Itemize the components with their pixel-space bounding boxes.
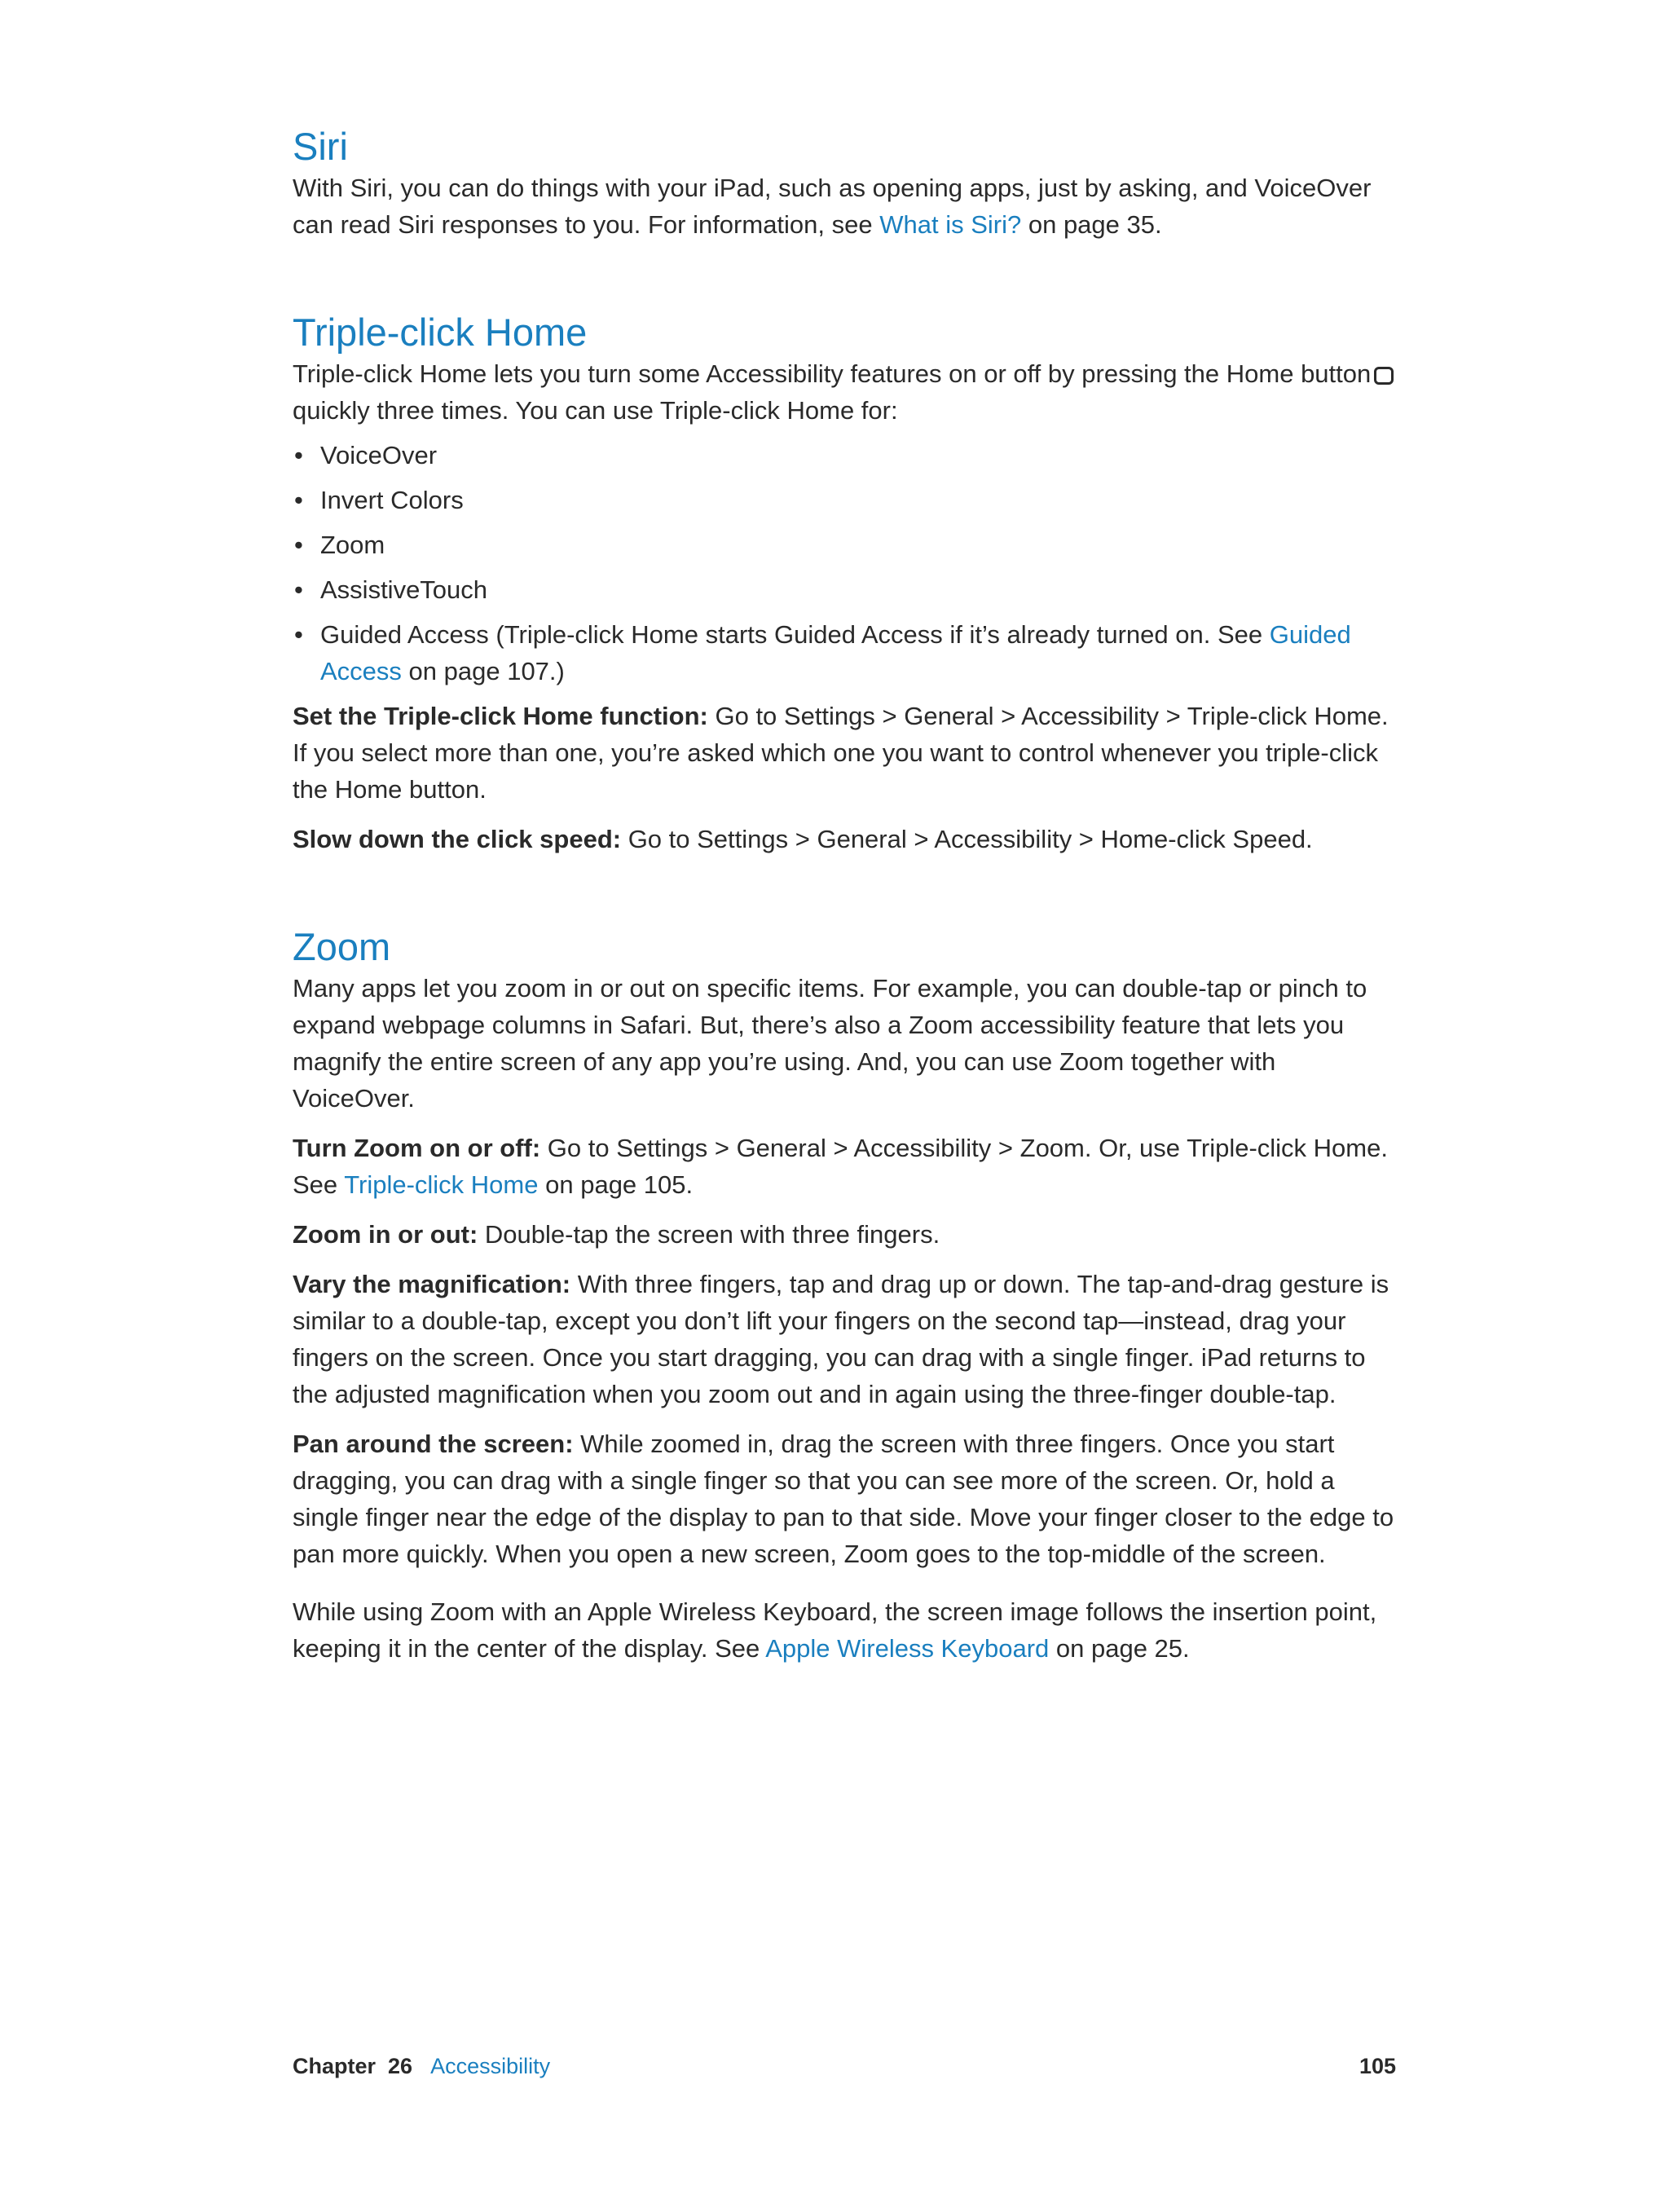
chapter-title-link[interactable]: Accessibility — [430, 2054, 551, 2078]
keyboard-paragraph — [293, 1593, 1401, 1667]
heading-zoom: Zoom — [293, 925, 391, 968]
turn-zoom-text: Go to Settings > General > Accessibility > Zoom. Or, use Triple-click Home. See — [293, 1134, 1388, 1199]
heading-triple-click-home: Triple-click Home — [293, 311, 588, 354]
list-item — [293, 571, 1401, 608]
list-item — [293, 482, 1401, 518]
section-siri — [293, 124, 1401, 243]
slow-down-lead: Slow down the click speed: — [293, 825, 622, 853]
zoom-inout-text: Double-tap the screen with three fingers. — [478, 1220, 940, 1249]
triple-click-intro-text-after: quickly three times. You can use Triple-click Home for: — [293, 396, 898, 425]
slow-down-paragraph — [293, 821, 1401, 857]
slow-down-text: Go to Settings > General > Accessibility > Home-click Speed. — [621, 825, 1313, 853]
keyboard-text: While using Zoom with an Apple Wireless Keyboard, the screen image follows the insertion point, keeping it in the center of the display. See — [293, 1597, 1377, 1663]
list-item-text: AssistiveTouch — [320, 575, 488, 604]
list-item — [293, 616, 1401, 690]
siri-text-after: on page 35. — [1021, 210, 1162, 239]
set-triple-click-paragraph — [293, 698, 1401, 808]
list-item-text: VoiceOver — [320, 441, 438, 469]
section-zoom — [293, 924, 1401, 1667]
home-button-icon — [1374, 367, 1394, 385]
vary-magnification-text: With three fingers, tap and drag up or down. The tap-and-drag gesture is similar to a double-tap, except you don’t lift your fingers on the second tap—instead, drag your fingers on the screen. Once you start dragging, you can drag with a single finger. iPad returns to the adjusted magnification when you zoom out and in again using the three-finger double-tap. — [293, 1270, 1389, 1408]
page-content — [293, 124, 1401, 1667]
pan-screen-paragraph — [293, 1425, 1401, 1572]
bullet-icon: • — [294, 575, 303, 604]
zoom-intro: Many apps let you zoom in or out on specific items. For example, you can double-tap or pinch to expand webpage columns in Safari. But, there’s also a Zoom accessibility feature that lets you magnify the entire screen of any app you’re using. And, you can use Zoom together with VoiceOver. — [293, 974, 1367, 1113]
siri-paragraph — [293, 170, 1401, 243]
pan-screen-lead: Pan around the screen: — [293, 1430, 574, 1458]
list-item-text: Zoom — [320, 531, 385, 559]
heading-siri: Siri — [293, 125, 348, 168]
link-apple-wireless-keyboard[interactable]: Apple Wireless Keyboard — [765, 1634, 1050, 1663]
vary-magnification-lead: Vary the magnification: — [293, 1270, 571, 1298]
bullet-icon: • — [294, 441, 303, 469]
chapter-label: Chapter 26 — [293, 2054, 413, 2078]
triple-click-intro — [293, 355, 1401, 429]
bullet-icon: • — [294, 531, 303, 559]
list-item-text-after: on page 107.) — [401, 657, 565, 685]
list-item-text: Invert Colors — [320, 486, 464, 514]
turn-zoom-lead: Turn Zoom on or off: — [293, 1134, 541, 1162]
zoom-inout-lead: Zoom in or out: — [293, 1220, 478, 1249]
set-triple-click-text: Go to Settings > General > Accessibility > Triple-click Home. If you select more than one, you’re asked which one you want to control whenever you triple-click the Home button. — [293, 702, 1389, 804]
list-item — [293, 527, 1401, 563]
triple-click-intro-text: Triple-click Home lets you turn some Accessibility features on or off by pressing the Home button — [293, 359, 1372, 388]
page-number: 105 — [1359, 2054, 1396, 2078]
turn-zoom-text-after: on page 105. — [538, 1170, 694, 1199]
siri-text: With Siri, you can do things with your iPad, such as opening apps, just by asking, and VoiceOver can read Siri responses to you. For information, see — [293, 174, 1372, 239]
pan-screen-text: While zoomed in, drag the screen with three fingers. Once you start dragging, you can drag with a single finger so that you can see more of the screen. Or, hold a single finger near the edge of the display to pan to that side. Move your finger closer to the edge to pan more quickly. When you open a new screen, Zoom goes to the top-middle of the screen. — [293, 1430, 1394, 1568]
section-triple-click-home — [293, 310, 1401, 857]
zoom-inout-paragraph — [293, 1216, 1401, 1253]
bullet-icon: • — [294, 486, 303, 514]
list-item — [293, 437, 1401, 474]
bullet-icon: • — [294, 620, 303, 649]
vary-magnification-paragraph — [293, 1266, 1401, 1412]
turn-zoom-paragraph — [293, 1130, 1401, 1203]
triple-click-feature-list — [293, 437, 1401, 690]
link-triple-click-home[interactable]: Triple-click Home — [344, 1170, 539, 1199]
set-triple-click-lead: Set the Triple-click Home function: — [293, 702, 708, 730]
list-item-text: Guided Access (Triple-click Home starts Guided Access if it’s already turned on. See — [320, 620, 1270, 649]
page-footer — [293, 2052, 1396, 2080]
link-guided-access[interactable]: Guided Access — [320, 620, 1351, 685]
keyboard-text-after: on page 25. — [1049, 1634, 1190, 1663]
link-what-is-siri[interactable]: What is Siri? — [879, 210, 1022, 239]
